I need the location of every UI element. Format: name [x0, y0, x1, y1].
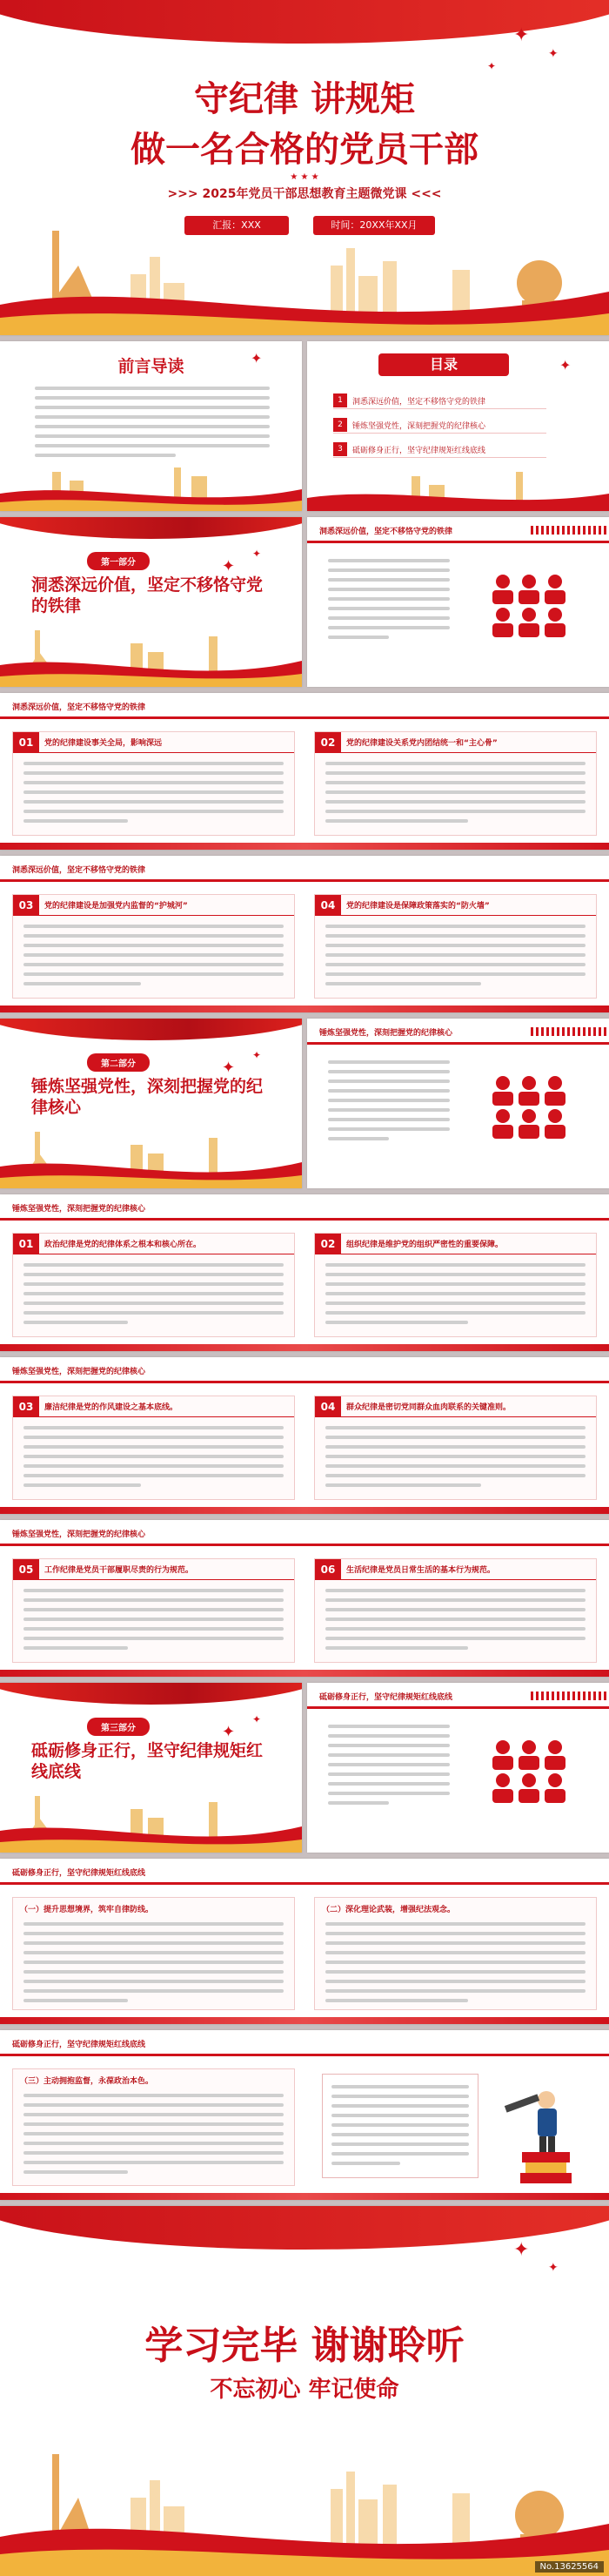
toc-item[interactable]	[333, 416, 546, 434]
slide-header	[0, 856, 609, 882]
dove-icon: ✦	[487, 60, 497, 72]
point-card	[12, 731, 295, 836]
overview-text-block	[328, 1060, 450, 1147]
slide-footer-bar	[0, 1344, 609, 1351]
point-card	[12, 2068, 295, 2186]
dove-icon: ✦	[513, 2239, 530, 2261]
slide-header-title: 锤炼坚强党性，深刻把握党的纪律核心	[12, 1205, 146, 1214]
point-text-block	[325, 1426, 586, 1493]
point-label: 党的纪律建设是保障政策落实的“防火墙”	[346, 902, 490, 911]
part2-skyline-illustration	[0, 1127, 302, 1188]
part2-overview-slide	[307, 1019, 609, 1188]
point-card	[12, 1233, 295, 1337]
point-label: （一）提升思想境界，筑牢自律防线。	[20, 1906, 154, 1914]
part2-label: 第二部分	[87, 1053, 150, 1072]
part3-points-slide	[0, 2030, 609, 2200]
point-number: 05	[13, 1559, 39, 1580]
part3-label: 第三部分	[87, 1718, 150, 1736]
preface-title: 前言导读	[117, 357, 184, 376]
toc-slide	[307, 341, 609, 511]
preface-slide	[0, 341, 302, 511]
point-label: 党的纪律建设是加强党内监督的“护城河”	[44, 902, 188, 911]
point-label: 政治纪律是党的纪律体系之根本和核心所在。	[44, 1241, 202, 1249]
toc-item-number: 1	[333, 393, 347, 407]
part1-top-swoosh	[0, 517, 302, 539]
cover-slide	[0, 0, 609, 335]
slide-footer-bar	[0, 843, 609, 850]
toc-item[interactable]	[333, 441, 546, 458]
point-card	[12, 894, 295, 999]
part1-skyline-illustration	[0, 626, 302, 687]
point-card-heading	[13, 895, 294, 916]
header-stripe-decoration	[531, 1027, 609, 1036]
point-card	[12, 1558, 295, 1663]
slide-header-title: 砥砺修身正行，坚守纪律规矩红线底线	[319, 1693, 453, 1702]
meeting-people-icon	[481, 569, 577, 639]
point-text-block	[325, 925, 586, 992]
part1-points-slide	[0, 856, 609, 1012]
point-text-block	[325, 1589, 586, 1656]
header-stripe-decoration	[531, 526, 609, 535]
ending-slide	[0, 2206, 609, 2576]
slide-header-title: 洞悉深远价值，坚定不移恪守党的铁律	[12, 866, 146, 875]
point-card	[314, 894, 597, 999]
point-text-block	[325, 762, 586, 829]
point-label: 组织纪律是维护党的组织严密性的重要保障。	[346, 1241, 504, 1249]
point-number: 03	[13, 1396, 39, 1417]
slide-header-title: 砥砺修身正行，坚守纪律规矩红线底线	[12, 1869, 146, 1878]
cover-skyline-illustration	[0, 222, 609, 335]
toc-item-number: 2	[333, 418, 347, 432]
point-card-heading	[315, 895, 596, 916]
part1-overview-slide	[307, 517, 609, 687]
point-text-block	[23, 2094, 284, 2180]
slide-header-title: 锤炼坚强党性，深刻把握党的纪律核心	[12, 1530, 146, 1539]
toc-item-label: 锤炼坚强党性，深刻把握党的纪律核心	[352, 422, 486, 431]
part1-title: 洞悉深远价值，坚定不移恪守党的铁律	[31, 575, 264, 615]
cover-title-line2: 做一名合格的党员干部	[130, 129, 478, 170]
part2-cover-slide	[0, 1019, 302, 1188]
point-card	[314, 1396, 597, 1500]
dove-icon: ✦	[251, 350, 263, 367]
time-badge: 时间：20XX年XX月	[313, 216, 435, 235]
dove-icon: ✦	[252, 1713, 262, 1725]
part1-points-slide	[0, 693, 609, 850]
toc-skyline-illustration	[307, 467, 609, 511]
point-text-block	[23, 762, 284, 829]
point-card-heading	[315, 732, 596, 753]
slide-header	[307, 1683, 609, 1709]
quote-text-block	[331, 2085, 469, 2171]
point-number: 02	[315, 732, 341, 753]
dove-icon: ✦	[548, 47, 559, 61]
slide-footer-bar	[0, 1507, 609, 1514]
point-text-block	[23, 1589, 284, 1656]
point-text-block	[325, 1263, 586, 1330]
meeting-people-icon	[481, 1071, 577, 1140]
point-card-heading	[13, 1234, 294, 1254]
point-label: （二）深化理论武装，增强纪法观念。	[322, 1906, 456, 1914]
part2-top-swoosh	[0, 1019, 302, 1040]
point-card-heading	[13, 1559, 294, 1580]
point-card	[12, 1897, 295, 2010]
toc-item-label: 砥砺修身正行，坚守纪律规矩红线底线	[352, 447, 486, 455]
part3-skyline-illustration	[0, 1792, 302, 1853]
point-text-block	[23, 1426, 284, 1493]
slide-header-title: 洞悉深远价值，坚定不移恪守党的铁律	[319, 528, 453, 536]
point-card	[314, 1233, 597, 1337]
point-number: 04	[315, 895, 341, 916]
part1-cover-slide	[0, 517, 302, 687]
cover-subtitle: >>> 2025年党员干部思想教育主题微党课 <<<	[167, 187, 442, 201]
slide-header	[0, 1194, 609, 1221]
point-card-heading	[13, 732, 294, 753]
slide-header-title: 砥砺修身正行，坚守纪律规矩红线底线	[12, 2041, 146, 2049]
slide-footer-bar	[0, 2017, 609, 2024]
point-number: 06	[315, 1559, 341, 1580]
part3-overview-slide	[307, 1683, 609, 1853]
point-number: 02	[315, 1234, 341, 1254]
point-card	[12, 1396, 295, 1500]
ending-subtitle: 不忘初心 牢记使命	[210, 2377, 399, 2403]
preface-skyline-illustration	[0, 459, 302, 511]
meeting-people-icon	[481, 1735, 577, 1805]
point-text-block	[23, 1922, 284, 2008]
dove-icon: ✦	[252, 1049, 262, 1061]
part3-points-slide	[0, 1859, 609, 2024]
slide-header	[0, 1520, 609, 1546]
point-card-heading	[315, 1559, 596, 1580]
point-text-block	[325, 1922, 586, 2008]
toc-item-label: 洞悉深远价值，坚定不移恪守党的铁律	[352, 398, 486, 407]
point-label: 群众纪律是密切党同群众血肉联系的关键准则。	[346, 1403, 512, 1412]
slide-header	[0, 2030, 609, 2056]
point-number: 01	[13, 1234, 39, 1254]
header-stripe-decoration	[531, 1692, 609, 1700]
toc-item-number: 3	[333, 442, 347, 456]
point-label: 工作纪律是党员干部履职尽责的行为规范。	[44, 1566, 194, 1575]
point-label: （三）主动拥抱监督，永葆政治本色。	[20, 2077, 154, 2086]
telescope-person-illustration	[496, 2074, 592, 2187]
point-card-heading	[315, 1396, 596, 1417]
point-label: 廉洁纪律是党的作风建设之基本底线。	[44, 1403, 178, 1412]
part3-title: 砥砺修身正行，坚守纪律规矩红线底线	[31, 1741, 264, 1781]
dove-icon: ✦	[252, 548, 262, 560]
part2-points-slide	[0, 1520, 609, 1677]
slide-header	[307, 1019, 609, 1045]
point-card-heading	[315, 1234, 596, 1254]
part3-cover-slide	[0, 1683, 302, 1853]
ending-skyline-illustration	[0, 2437, 609, 2576]
dove-icon: ✦	[559, 357, 572, 373]
dove-icon: ✦	[222, 1059, 236, 1077]
slide-header	[0, 1859, 609, 1885]
point-card	[314, 1897, 597, 2010]
part2-title: 锤炼坚强党性，深刻把握党的纪律核心	[31, 1077, 264, 1117]
dove-icon: ✦	[513, 24, 530, 46]
point-card	[314, 731, 597, 836]
point-number: 01	[13, 732, 39, 753]
slide-footer-bar	[0, 1670, 609, 1677]
overview-text-block	[328, 1725, 450, 1811]
part1-label: 第一部分	[87, 552, 150, 570]
point-label: 党的纪律建设事关全局，影响深远	[44, 739, 163, 748]
cover-title-line1: 守纪律 讲规矩	[194, 78, 415, 119]
point-number: 03	[13, 895, 39, 916]
preface-text-block	[35, 387, 270, 463]
watermark-id: No.13625564	[535, 2561, 605, 2573]
toc-item[interactable]	[333, 392, 546, 409]
dove-icon: ✦	[222, 1723, 236, 1741]
reporter-badge: 汇报：XXX	[184, 216, 289, 235]
point-label: 生活纪律是党员日常生活的基本行为规范。	[346, 1566, 496, 1575]
point-card	[314, 1558, 597, 1663]
slide-header-title: 锤炼坚强党性，深刻把握党的纪律核心	[12, 1368, 146, 1376]
part3-top-swoosh	[0, 1683, 302, 1705]
point-card-heading	[13, 1396, 294, 1417]
slide-header	[0, 1357, 609, 1383]
cover-stars: ★ ★ ★	[290, 172, 319, 182]
slide-footer-bar	[0, 2193, 609, 2200]
quote-card	[322, 2074, 478, 2178]
point-text-block	[23, 1263, 284, 1330]
point-number: 04	[315, 1396, 341, 1417]
slide-header-title: 锤炼坚强党性，深刻把握党的纪律核心	[319, 1029, 453, 1038]
slide-header	[307, 517, 609, 543]
toc-title: 目录	[378, 353, 509, 376]
slide-footer-bar	[0, 1006, 609, 1012]
overview-text-block	[328, 559, 450, 645]
point-label: 党的纪律建设关系党内团结统一和“主心骨”	[346, 739, 498, 748]
dove-icon: ✦	[222, 557, 236, 575]
dove-icon: ✦	[548, 2261, 559, 2275]
ending-title: 学习完毕 谢谢聆听	[144, 2324, 465, 2368]
part2-points-slide	[0, 1194, 609, 1351]
part2-points-slide	[0, 1357, 609, 1514]
point-text-block	[23, 925, 284, 992]
slide-header	[0, 693, 609, 719]
slide-header-title: 洞悉深远价值，坚定不移恪守党的铁律	[12, 703, 146, 712]
